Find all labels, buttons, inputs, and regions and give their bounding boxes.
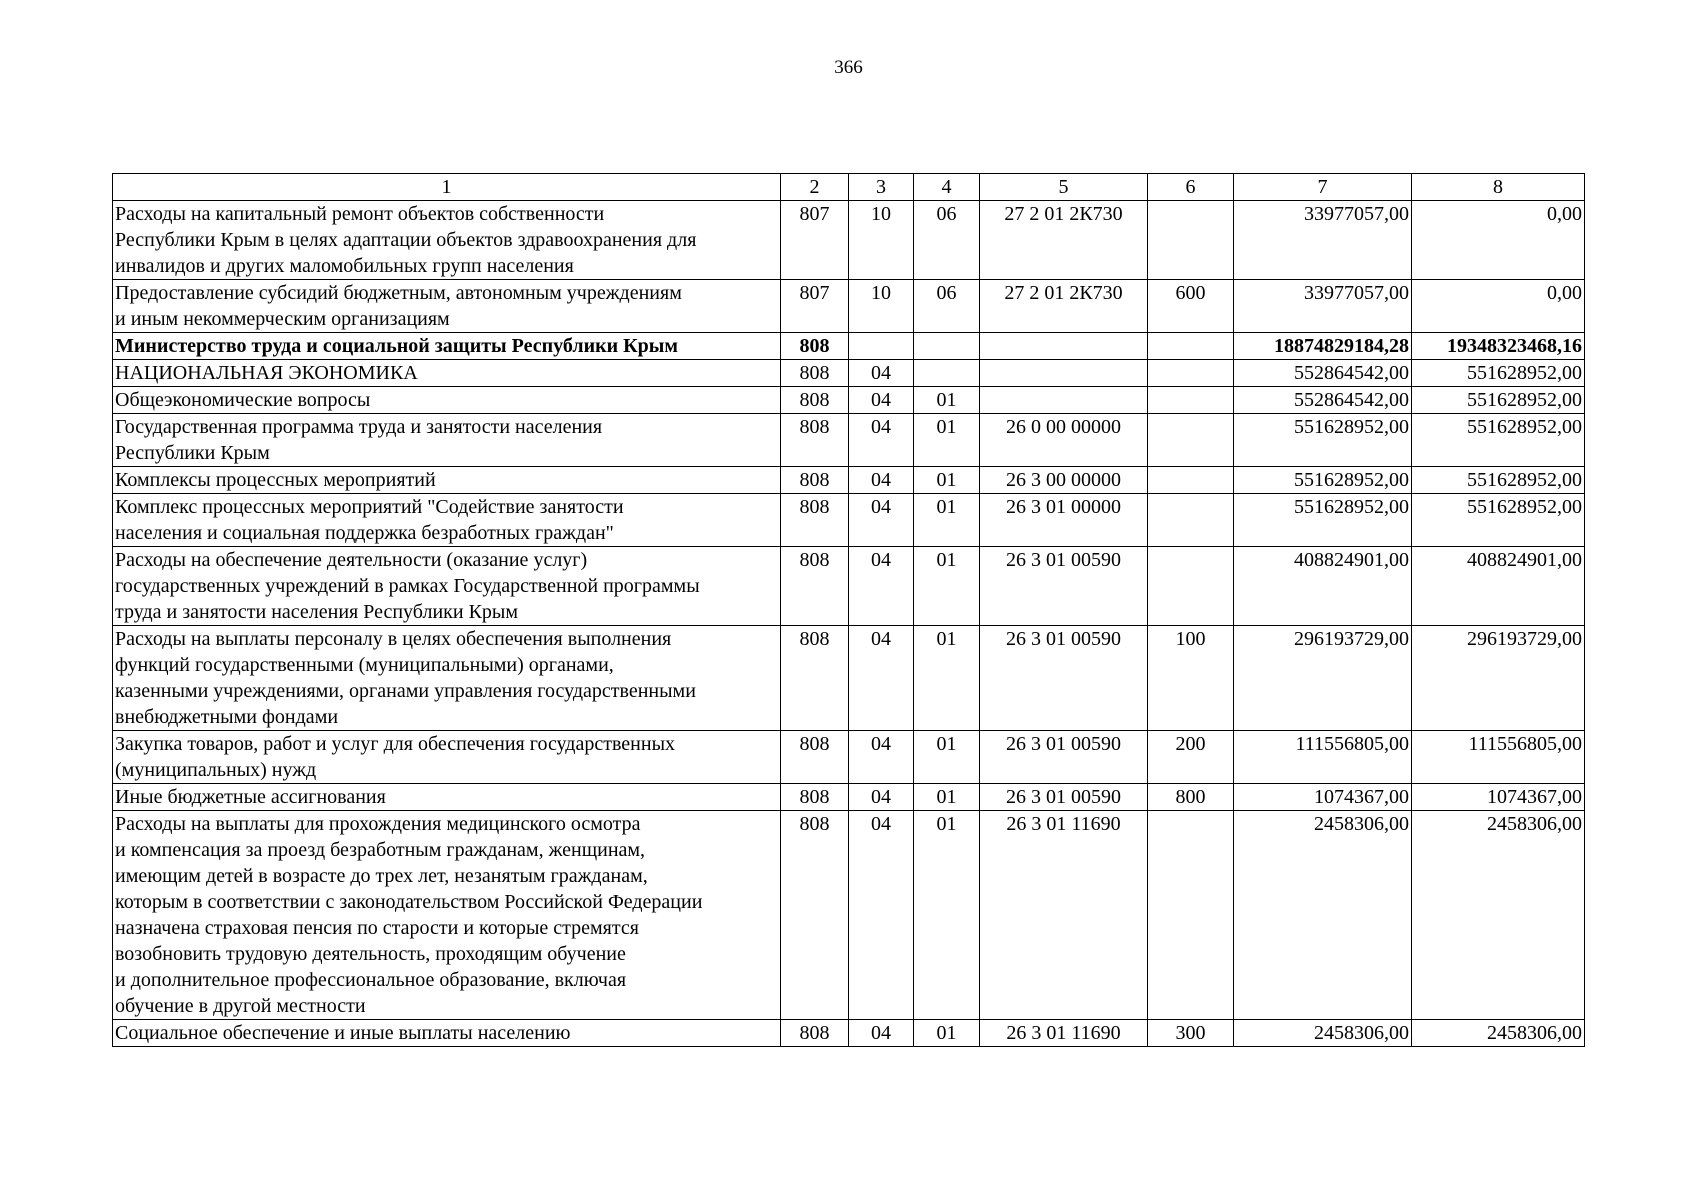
description-line: Расходы на обеспечение деятельности (оказание услуг) bbox=[115, 549, 588, 571]
row-description bbox=[113, 414, 781, 467]
header-row bbox=[113, 174, 1585, 201]
description-line: Государственная программа труда и занятости населения bbox=[115, 416, 603, 438]
description-line: назначена страховая пенсия по старости и которые стремятся bbox=[115, 917, 639, 939]
subsection-code: 01 bbox=[914, 414, 980, 467]
row-description bbox=[113, 467, 781, 494]
description-line: которым в соответствии с законодательством Российской Федерации bbox=[115, 891, 703, 913]
target-article-code: 26 3 01 00590 bbox=[980, 784, 1148, 811]
amount-col7: 408824901,00 bbox=[1234, 547, 1412, 626]
amount-col8: 111556805,00 bbox=[1412, 731, 1585, 784]
expense-type-code: 600 bbox=[1148, 280, 1234, 333]
budget-table bbox=[112, 173, 1585, 1047]
target-article-code: 26 3 01 00590 bbox=[980, 731, 1148, 784]
column-header: 3 bbox=[849, 174, 914, 201]
subsection-code: 01 bbox=[914, 626, 980, 731]
expense-type-code bbox=[1148, 811, 1234, 1020]
target-article-code: 26 3 01 11690 bbox=[980, 1020, 1148, 1047]
table-row bbox=[113, 1020, 1585, 1047]
row-description bbox=[113, 360, 781, 387]
column-header: 4 bbox=[914, 174, 980, 201]
description-line: Иные бюджетные ассигнования bbox=[115, 786, 386, 808]
subsection-code: 06 bbox=[914, 201, 980, 280]
table-row bbox=[113, 494, 1585, 547]
column-header: 5 bbox=[980, 174, 1148, 201]
target-article-code bbox=[980, 360, 1148, 387]
row-description bbox=[113, 811, 781, 1020]
column-header: 1 bbox=[113, 174, 781, 201]
grbs-code: 808 bbox=[781, 494, 849, 547]
expense-type-code bbox=[1148, 494, 1234, 547]
subsection-code: 01 bbox=[914, 811, 980, 1020]
amount-col8: 551628952,00 bbox=[1412, 494, 1585, 547]
amount-col8: 0,00 bbox=[1412, 280, 1585, 333]
amount-col7: 551628952,00 bbox=[1234, 467, 1412, 494]
description-line: Социальное обеспечение и иные выплаты населению bbox=[115, 1022, 571, 1044]
table-row bbox=[113, 547, 1585, 626]
description-line: внебюджетными фондами bbox=[115, 706, 339, 728]
table-row bbox=[113, 784, 1585, 811]
expense-type-code bbox=[1148, 467, 1234, 494]
amount-col7: 18874829184,28 bbox=[1234, 333, 1412, 360]
description-line: труда и занятости населения Республики Крым bbox=[115, 601, 518, 623]
expense-type-code: 300 bbox=[1148, 1020, 1234, 1047]
description-line: Общеэкономические вопросы bbox=[115, 389, 371, 411]
expense-type-code bbox=[1148, 360, 1234, 387]
column-header: 6 bbox=[1148, 174, 1234, 201]
grbs-code: 807 bbox=[781, 280, 849, 333]
amount-col8: 1074367,00 bbox=[1412, 784, 1585, 811]
amount-col8: 551628952,00 bbox=[1412, 387, 1585, 414]
description-line: Комплексы процессных мероприятий bbox=[115, 469, 436, 491]
expense-type-code: 800 bbox=[1148, 784, 1234, 811]
section-code: 10 bbox=[849, 201, 914, 280]
table-row bbox=[113, 360, 1585, 387]
expense-type-code bbox=[1148, 333, 1234, 360]
description-line: НАЦИОНАЛЬНАЯ ЭКОНОМИКА bbox=[115, 362, 418, 384]
description-line: инвалидов и других маломобильных групп населения bbox=[115, 255, 574, 277]
description-line: Предоставление субсидий бюджетным, автономным учреждениям bbox=[115, 282, 682, 304]
row-description bbox=[113, 280, 781, 333]
row-description bbox=[113, 494, 781, 547]
row-description bbox=[113, 387, 781, 414]
description-line: Расходы на выплаты персоналу в целях обеспечения выполнения bbox=[115, 628, 672, 650]
column-header: 2 bbox=[781, 174, 849, 201]
description-line: государственных учреждений в рамках Государственной программы bbox=[115, 575, 700, 597]
amount-col8: 551628952,00 bbox=[1412, 414, 1585, 467]
amount-col7: 33977057,00 bbox=[1234, 201, 1412, 280]
section-code: 10 bbox=[849, 280, 914, 333]
description-line: Комплекс процессных мероприятий "Содействие занятости bbox=[115, 496, 624, 518]
amount-col7: 2458306,00 bbox=[1234, 1020, 1412, 1047]
section-code: 04 bbox=[849, 731, 914, 784]
table-row bbox=[113, 626, 1585, 731]
description-line: казенными учреждениями, органами управления государственными bbox=[115, 680, 696, 702]
row-description bbox=[113, 626, 781, 731]
subsection-code: 01 bbox=[914, 1020, 980, 1047]
expense-type-code: 100 bbox=[1148, 626, 1234, 731]
expense-type-code bbox=[1148, 547, 1234, 626]
expense-type-code bbox=[1148, 414, 1234, 467]
table-row bbox=[113, 731, 1585, 784]
amount-col7: 551628952,00 bbox=[1234, 494, 1412, 547]
grbs-code: 808 bbox=[781, 333, 849, 360]
amount-col7: 552864542,00 bbox=[1234, 360, 1412, 387]
grbs-code: 808 bbox=[781, 387, 849, 414]
section-code bbox=[849, 333, 914, 360]
grbs-code: 808 bbox=[781, 626, 849, 731]
column-header: 8 bbox=[1412, 174, 1585, 201]
description-line: Закупка товаров, работ и услуг для обеспечения государственных bbox=[115, 733, 676, 755]
description-line: возобновить трудовую деятельность, проходящим обучение bbox=[115, 943, 626, 965]
section-code: 04 bbox=[849, 494, 914, 547]
row-description bbox=[113, 731, 781, 784]
target-article-code: 26 3 01 00000 bbox=[980, 494, 1148, 547]
table-row bbox=[113, 467, 1585, 494]
table-row bbox=[113, 811, 1585, 1020]
subsection-code bbox=[914, 333, 980, 360]
description-line: Министерство труда и социальной защиты Республики Крым bbox=[115, 335, 679, 357]
amount-col7: 1074367,00 bbox=[1234, 784, 1412, 811]
amount-col7: 296193729,00 bbox=[1234, 626, 1412, 731]
amount-col8: 2458306,00 bbox=[1412, 1020, 1585, 1047]
description-line: населения и социальная поддержка безработных граждан" bbox=[115, 522, 614, 544]
description-line: Республики Крым bbox=[115, 442, 270, 464]
section-code: 04 bbox=[849, 784, 914, 811]
row-description bbox=[113, 201, 781, 280]
target-article-code: 26 3 01 00590 bbox=[980, 626, 1148, 731]
table-row bbox=[113, 333, 1585, 360]
target-article-code: 27 2 01 2К730 bbox=[980, 280, 1148, 333]
amount-col7: 552864542,00 bbox=[1234, 387, 1412, 414]
row-description bbox=[113, 547, 781, 626]
subsection-code: 06 bbox=[914, 280, 980, 333]
subsection-code: 01 bbox=[914, 731, 980, 784]
target-article-code: 26 3 01 00590 bbox=[980, 547, 1148, 626]
column-header: 7 bbox=[1234, 174, 1412, 201]
target-article-code bbox=[980, 333, 1148, 360]
description-line: Расходы на выплаты для прохождения медицинского осмотра bbox=[115, 813, 641, 835]
expense-type-code bbox=[1148, 387, 1234, 414]
subsection-code: 01 bbox=[914, 467, 980, 494]
amount-col8: 19348323468,16 bbox=[1412, 333, 1585, 360]
grbs-code: 808 bbox=[781, 811, 849, 1020]
description-line: (муниципальных) нужд bbox=[115, 759, 317, 781]
description-line: Расходы на капитальный ремонт объектов собственности bbox=[115, 203, 605, 225]
grbs-code: 808 bbox=[781, 467, 849, 494]
target-article-code: 26 3 01 11690 bbox=[980, 811, 1148, 1020]
amount-col8: 0,00 bbox=[1412, 201, 1585, 280]
description-line: обучение в другой местности bbox=[115, 995, 366, 1017]
grbs-code: 807 bbox=[781, 201, 849, 280]
grbs-code: 808 bbox=[781, 547, 849, 626]
grbs-code: 808 bbox=[781, 414, 849, 467]
section-code: 04 bbox=[849, 387, 914, 414]
table-row bbox=[113, 201, 1585, 280]
section-code: 04 bbox=[849, 467, 914, 494]
grbs-code: 808 bbox=[781, 1020, 849, 1047]
target-article-code: 26 3 00 00000 bbox=[980, 467, 1148, 494]
amount-col8: 2458306,00 bbox=[1412, 811, 1585, 1020]
table-row bbox=[113, 280, 1585, 333]
subsection-code: 01 bbox=[914, 494, 980, 547]
description-line: и компенсация за проезд безработным гражданам, женщинам, bbox=[115, 839, 646, 861]
amount-col7: 2458306,00 bbox=[1234, 811, 1412, 1020]
target-article-code: 26 0 00 00000 bbox=[980, 414, 1148, 467]
amount-col8: 296193729,00 bbox=[1412, 626, 1585, 731]
amount-col7: 33977057,00 bbox=[1234, 280, 1412, 333]
row-description bbox=[113, 784, 781, 811]
section-code: 04 bbox=[849, 547, 914, 626]
expense-type-code: 200 bbox=[1148, 731, 1234, 784]
description-line: и дополнительное профессиональное образование, включая bbox=[115, 969, 627, 991]
description-line: функций государственными (муниципальными) органами, bbox=[115, 654, 614, 676]
description-line: имеющим детей в возрасте до трех лет, незанятым гражданам, bbox=[115, 865, 648, 887]
expense-type-code bbox=[1148, 201, 1234, 280]
amount-col8: 551628952,00 bbox=[1412, 467, 1585, 494]
subsection-code: 01 bbox=[914, 547, 980, 626]
subsection-code bbox=[914, 360, 980, 387]
target-article-code: 27 2 01 2К730 bbox=[980, 201, 1148, 280]
subsection-code: 01 bbox=[914, 784, 980, 811]
section-code: 04 bbox=[849, 414, 914, 467]
row-description bbox=[113, 333, 781, 360]
section-code: 04 bbox=[849, 1020, 914, 1047]
page-number: 366 bbox=[834, 57, 863, 78]
section-code: 04 bbox=[849, 360, 914, 387]
amount-col8: 551628952,00 bbox=[1412, 360, 1585, 387]
subsection-code: 01 bbox=[914, 387, 980, 414]
grbs-code: 808 bbox=[781, 731, 849, 784]
amount-col8: 408824901,00 bbox=[1412, 547, 1585, 626]
section-code: 04 bbox=[849, 811, 914, 1020]
row-description bbox=[113, 1020, 781, 1047]
target-article-code bbox=[980, 387, 1148, 414]
section-code: 04 bbox=[849, 626, 914, 731]
amount-col7: 551628952,00 bbox=[1234, 414, 1412, 467]
description-line: и иным некоммерческим организациям bbox=[115, 308, 450, 330]
grbs-code: 808 bbox=[781, 784, 849, 811]
table-row bbox=[113, 387, 1585, 414]
table-row bbox=[113, 414, 1585, 467]
description-line: Республики Крым в целях адаптации объектов здравоохранения для bbox=[115, 229, 697, 251]
grbs-code: 808 bbox=[781, 360, 849, 387]
amount-col7: 111556805,00 bbox=[1234, 731, 1412, 784]
